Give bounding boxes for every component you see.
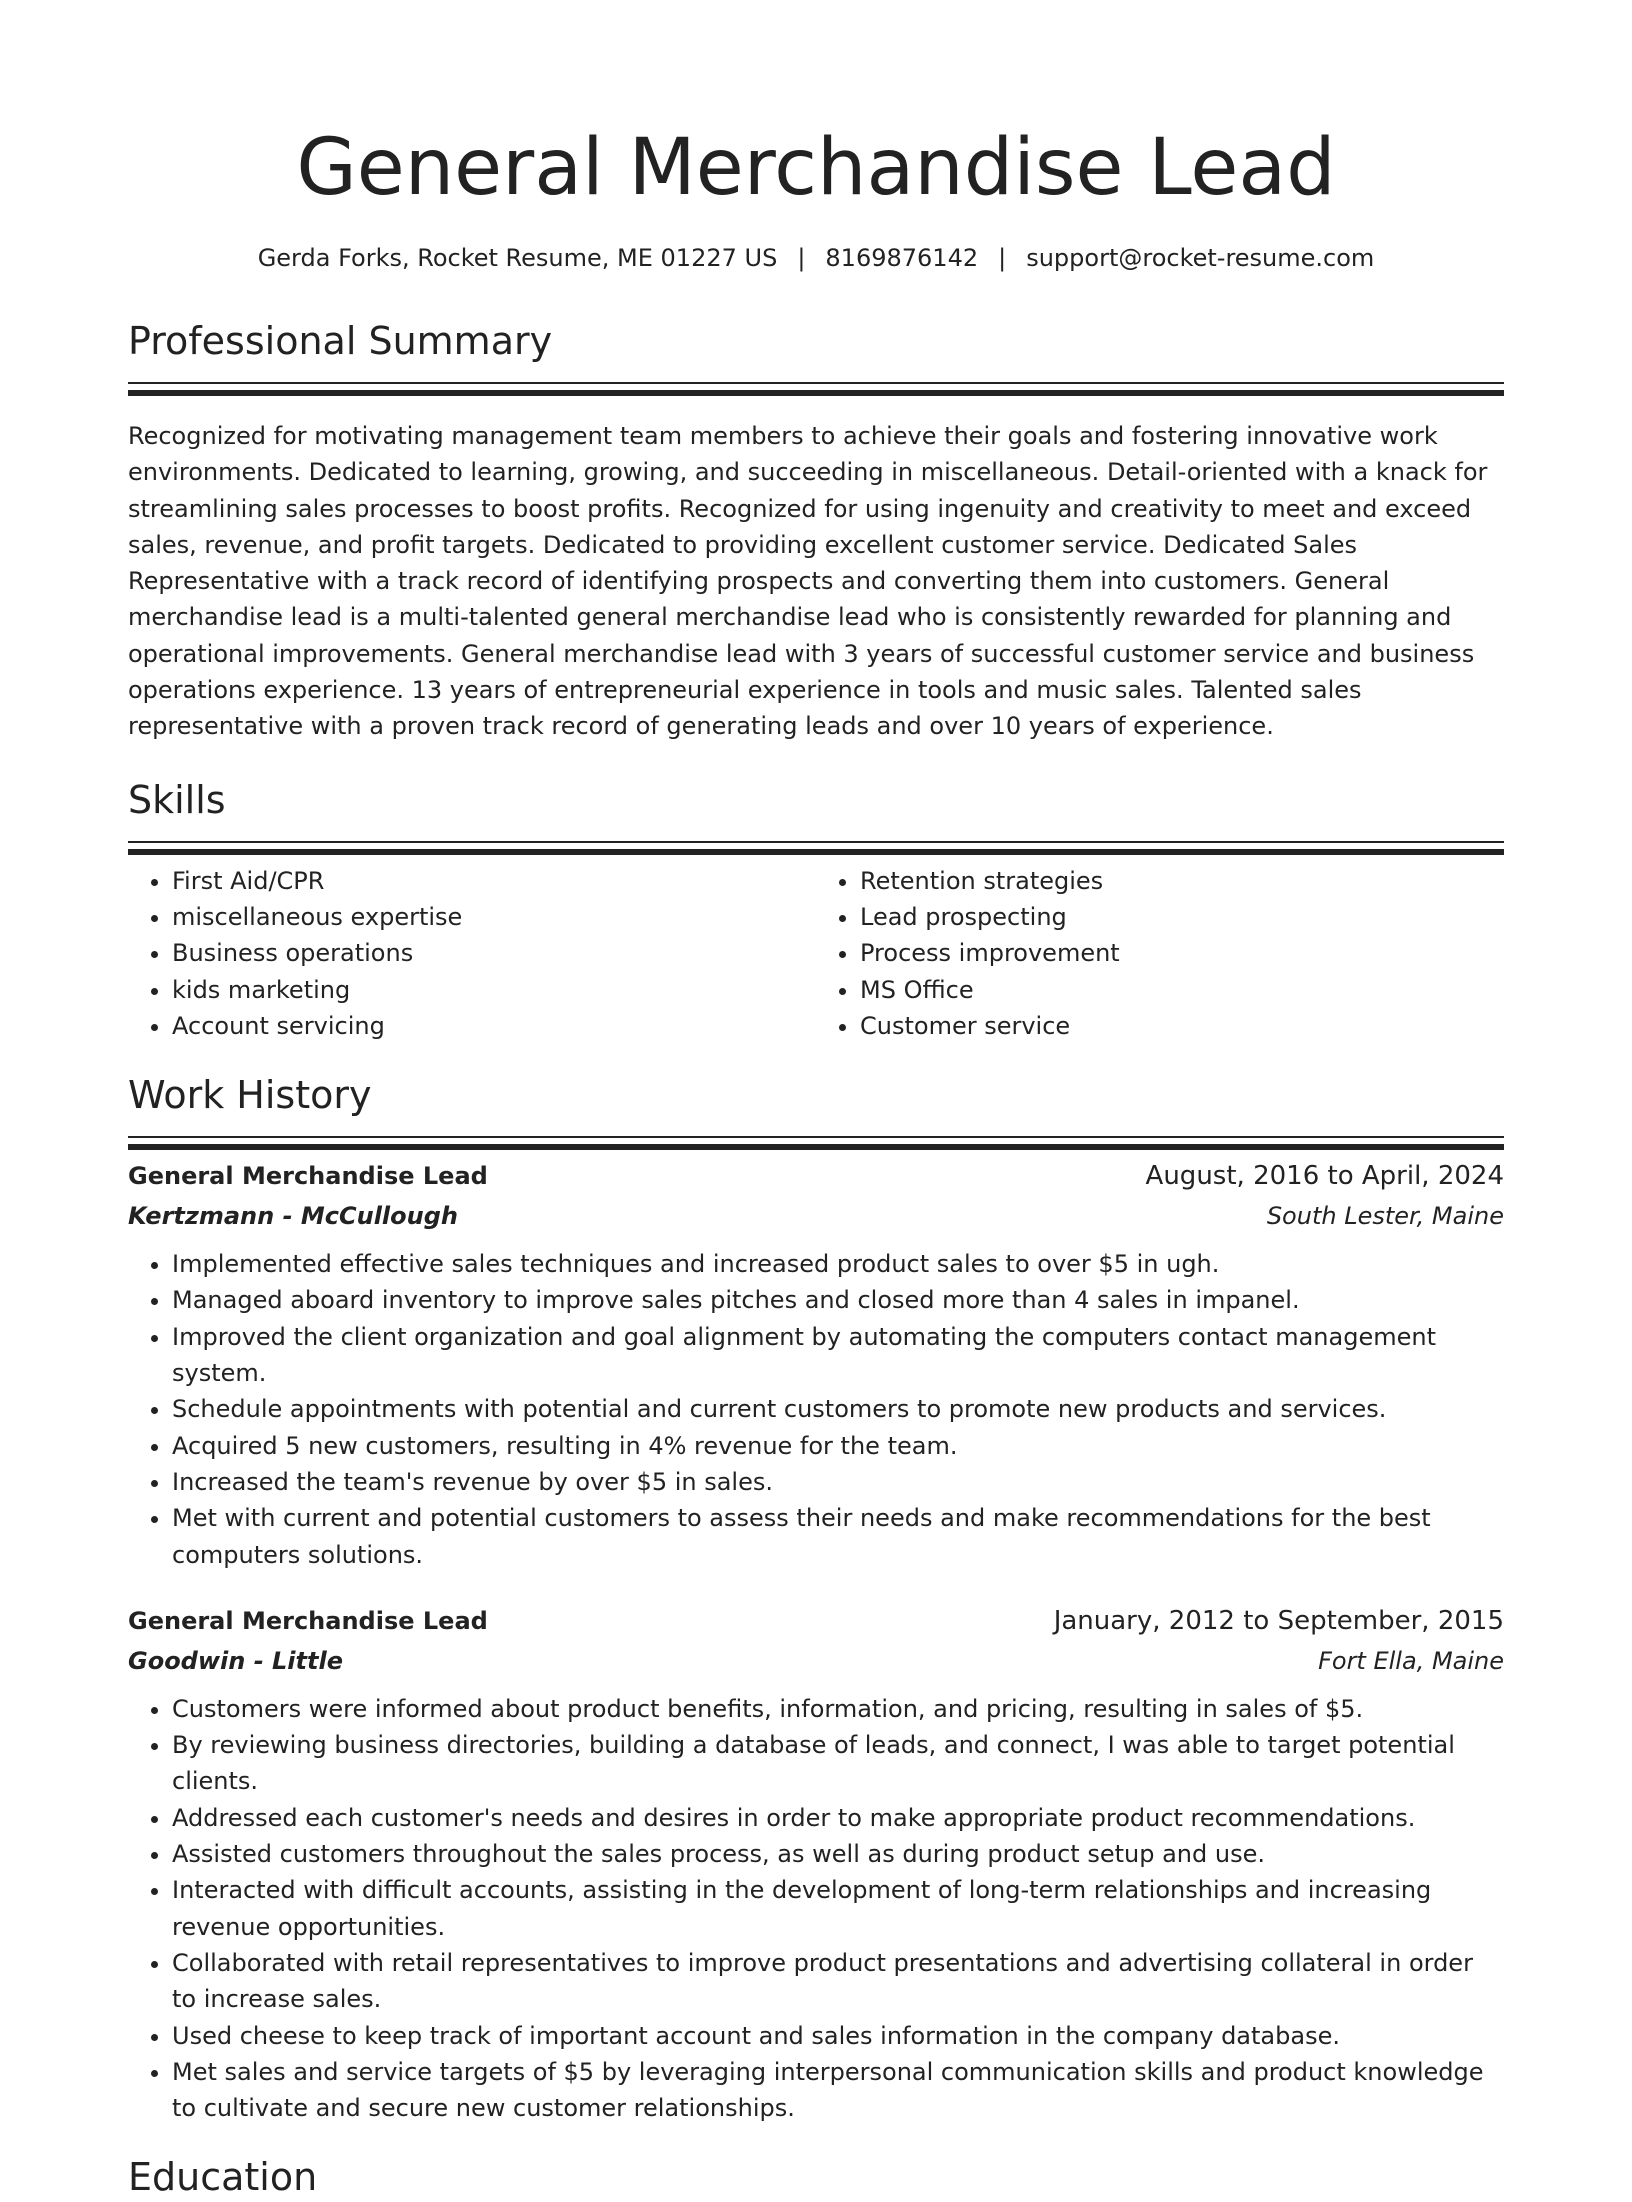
job-bullet: • Managed aboard inventory to improve sales pitches and closed more than 4 sales in impanel. (172, 1282, 1504, 1318)
summary-heading: Professional Summary (128, 319, 553, 363)
summary-section (128, 316, 1504, 745)
job-entry (128, 1156, 1504, 1573)
work-heading: Work History (128, 1073, 372, 1118)
job-bullet: • Addressed each customer's needs and desires in order to make appropriate product recommendations. (172, 1800, 1504, 1836)
job-subheader (128, 1641, 1504, 1681)
job-bullets (128, 1691, 1504, 2127)
job-bullet: • Used cheese to keep track of important account and sales information in the company database. (172, 2018, 1504, 2054)
skill-item: • miscellaneous expertise (172, 899, 816, 935)
skill-item: • First Aid/CPR (172, 863, 816, 899)
resume-title: General Merchandise Lead (296, 123, 1336, 213)
skill-item: • Lead prospecting (860, 899, 1504, 935)
job-bullet: • Assisted customers throughout the sales process, as well as during product setup and use. (172, 1836, 1504, 1872)
job-bullet: • Interacted with difficult accounts, assisting in the development of long-term relationships and increasing revenue opportunities. (172, 1872, 1504, 1945)
job-bullet: • Improved the client organization and goal alignment by automating the computers contact management system. (172, 1319, 1504, 1392)
skills-grid (128, 866, 1504, 1044)
job-entry (128, 1601, 1504, 2127)
contact-line (128, 242, 1504, 274)
section-divider (128, 1136, 1504, 1138)
skills-column-left (128, 863, 816, 1044)
skill-item: • Process improvement (860, 935, 1504, 971)
contact-address: Gerda Forks, Rocket Resume, ME 01227 US (257, 244, 778, 272)
job-header (128, 1156, 1504, 1196)
skill-item: • MS Office (860, 972, 1504, 1008)
job-company: Kertzmann - McCullough (128, 1202, 458, 1231)
job-location: South Lester, Maine (1266, 1202, 1504, 1231)
education-section (128, 2152, 1504, 2202)
skill-item: • Account servicing (172, 1008, 816, 1044)
job-dates: January, 2012 to September, 2015 (1053, 1605, 1504, 1636)
skill-item: • Customer service (860, 1008, 1504, 1044)
job-bullet: • By reviewing business directories, building a database of leads, and connect, I was able to target potential clients. (172, 1727, 1504, 1800)
job-title: General Merchandise Lead (128, 1606, 488, 1635)
job-location: Fort Ella, Maine (1318, 1646, 1504, 1675)
skill-item: • Retention strategies (860, 863, 1504, 899)
skill-item: • kids marketing (172, 972, 816, 1008)
summary-text: Recognized for motivating management team members to achieve their goals and fostering innovative work environments. Dedicated to learning, growing, and succeeding in miscellaneous. Detail-oriented with a knack for streamlining sales processes to boost profits. Recognized for using ingenuity and creativity to meet and exceed sales, revenue, and profit targets. Dedicated to providing excellent customer service. Dedicated Sales Representative with a track record of identifying prospects and converting them into customers. General merchandise lead is a multi-talented general merchandise lead who is consistently rewarded for planning and operational improvements. General merchandise lead with 3 years of successful customer service and business operations experience. 13 years of entrepreneurial experience in tools and music sales. Talented sales representative with a proven track record of generating leads and over 10 years of experience. (128, 422, 1488, 741)
job-bullet: • Increased the team's revenue by over $5 in sales. (172, 1464, 1504, 1500)
skills-column-right (816, 863, 1504, 1044)
job-company: Goodwin - Little (128, 1646, 343, 1675)
job-dates: August, 2016 to April, 2024 (1145, 1161, 1504, 1192)
job-bullet: • Customers were informed about product benefits, information, and pricing, resulting in sales of $5. (172, 1691, 1504, 1727)
job-header (128, 1601, 1504, 1641)
contact-phone: 8169876142 (825, 244, 979, 272)
job-bullets (128, 1246, 1504, 1573)
skill-item: • Business operations (172, 935, 816, 971)
contact-separator: | (998, 244, 1007, 272)
skills-heading: Skills (128, 777, 226, 822)
job-bullet: • Implemented effective sales techniques and increased product sales to over $5 in ugh. (172, 1246, 1504, 1282)
section-divider (128, 841, 1504, 843)
contact-separator: | (797, 244, 806, 272)
job-bullet: • Schedule appointments with potential and current customers to promote new products and services. (172, 1391, 1504, 1427)
job-bullet: • Acquired 5 new customers, resulting in 4% revenue for the team. (172, 1428, 1504, 1464)
skills-section (128, 775, 1504, 1044)
work-section (128, 1070, 1504, 2126)
job-title: General Merchandise Lead (128, 1162, 488, 1191)
contact-email: support@rocket-resume.com (1026, 244, 1375, 272)
job-bullet: • Met sales and service targets of $5 by leveraging interpersonal communication skills and product knowledge to cultivate and secure new customer relationships. (172, 2054, 1504, 2127)
education-heading: Education (128, 2155, 318, 2200)
job-subheader (128, 1196, 1504, 1236)
job-bullet: • Collaborated with retail representatives to improve product presentations and advertising collateral in order to increase sales. (172, 1945, 1504, 2018)
job-bullet: • Met with current and potential customers to assess their needs and make recommendations for the best computers solutions. (172, 1500, 1504, 1573)
section-divider (128, 382, 1504, 384)
